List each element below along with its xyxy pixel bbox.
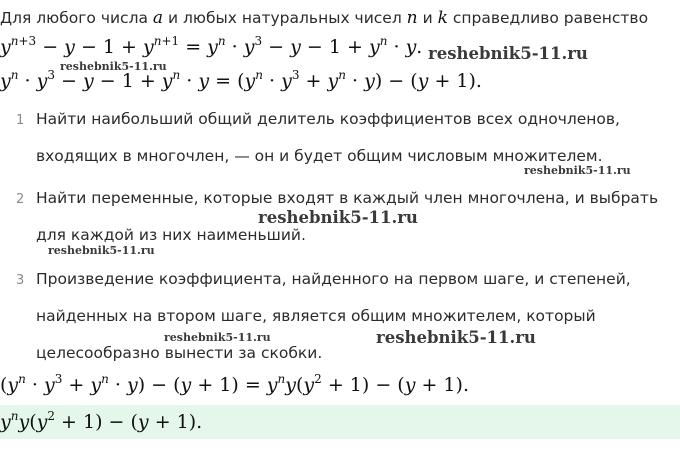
step-text: Найти наибольший общий делитель коэффициентов всех одночленов,	[36, 110, 620, 128]
equation-line-2: $y^n \cdot y^3 - y - 1 + y^n \cdot y = (y^n \cdot y^3 + y^n \cdot y) - (y + 1)$.	[0, 68, 482, 92]
equation-line-3: $(y^n \cdot y^3 + y^n \cdot y) - (y + 1) = y^ny(y^2 + 1) - (y + 1)$.	[0, 372, 469, 396]
step-number: 1	[16, 113, 25, 128]
step-text: найденных на втором шаге, является общим множителем, который	[36, 307, 596, 325]
watermark: reshebnik5-11.ru	[164, 331, 271, 344]
step-number: 2	[16, 192, 25, 207]
answer-equation: $y^ny(y^2 + 1) - (y + 1)$.	[0, 409, 203, 433]
step-text: для каждой из них наименьший.	[36, 226, 306, 244]
watermark: reshebnik5-11.ru	[524, 164, 631, 177]
watermark: reshebnik5-11.ru	[60, 60, 167, 73]
step-number: 3	[16, 273, 25, 288]
step-text: Произведение коэффициента, найденного на первом шаге, и степеней,	[36, 270, 631, 288]
step-text: входящих в многочлен, — он и будет общим числовым множителем.	[36, 147, 603, 165]
watermark: reshebnik5-11.ru	[376, 328, 536, 347]
watermark: reshebnik5-11.ru	[428, 44, 588, 63]
watermark: reshebnik5-11.ru	[48, 244, 155, 257]
watermark: reshebnik5-11.ru	[258, 208, 418, 227]
equation-line-1: $y^{n+3} - y - 1 + y^{n+1} = y^n \cdot y^3 - y - 1 + y^n \cdot y$.	[0, 34, 423, 58]
intro-text: Для любого числа a и любых натуральных чисел n и k справедливо равенство	[0, 8, 649, 28]
step-text: Найти переменные, которые входят в каждый член многочлена, и выбрать	[36, 189, 659, 207]
step-text: целесообразно вынести за скобки.	[36, 344, 323, 362]
